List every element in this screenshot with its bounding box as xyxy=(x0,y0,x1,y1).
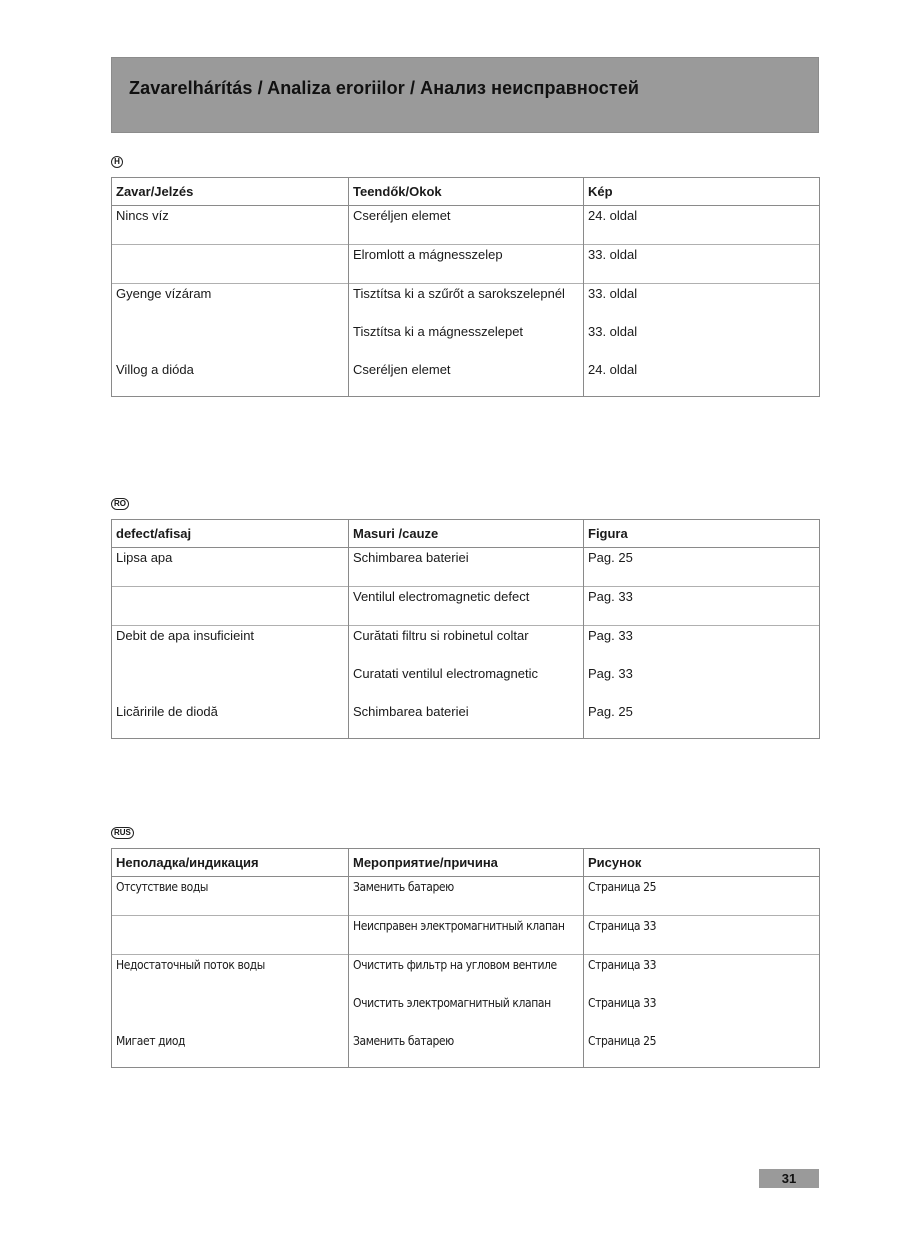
cell-figure: Pag. 25 xyxy=(588,704,633,719)
cell-action: Cseréljen elemet xyxy=(353,208,451,223)
table-header-row xyxy=(112,178,820,206)
cell-action: Ventilul electromagnetic defect xyxy=(353,589,530,604)
header-figure: Figura xyxy=(584,520,820,548)
page-number: 31 xyxy=(759,1169,819,1188)
table-row xyxy=(112,955,820,994)
cell-figure: Страница 25 xyxy=(588,880,657,894)
cell-fault: Debit de apa insuficieint xyxy=(116,628,255,643)
cell-fault xyxy=(116,587,344,589)
cell-fault: Villog a dióda xyxy=(116,362,194,377)
cell-action: Curatati ventilul electromagnetic xyxy=(353,666,538,681)
cell-figure: Pag. 25 xyxy=(588,550,633,565)
cell-action: Tisztítsa ki a mágnesszelepet xyxy=(353,324,524,339)
cell-figure: 33. oldal xyxy=(588,324,638,339)
section-rus xyxy=(111,822,819,1068)
cell-figure: Страница 33 xyxy=(588,919,657,933)
section-ro xyxy=(111,493,819,739)
header-figure: Kép xyxy=(584,178,820,206)
cell-fault: Lipsa apa xyxy=(116,550,173,565)
table-row xyxy=(112,322,820,360)
cell-fault: Licăririle de diodă xyxy=(116,704,218,719)
lang-badge-ro: RO xyxy=(111,498,129,510)
table-row xyxy=(112,626,820,665)
table-row xyxy=(112,916,820,955)
fault-table-hu xyxy=(111,177,820,397)
cell-fault xyxy=(116,664,344,666)
lang-badge-hu: H xyxy=(111,156,123,168)
cell-fault xyxy=(116,322,344,324)
table-row xyxy=(112,284,820,323)
table-row xyxy=(112,587,820,626)
cell-fault: Отсутствие воды xyxy=(116,880,209,894)
header-action: Teendők/Okok xyxy=(349,178,584,206)
header-fault: Неполадка/индикация xyxy=(112,849,349,877)
cell-fault xyxy=(116,993,344,995)
cell-fault: Мигает диод xyxy=(116,1034,186,1048)
header-figure: Рисунок xyxy=(584,849,820,877)
cell-figure: 33. oldal xyxy=(588,247,638,262)
cell-action: Неисправен электромагнитный клапан xyxy=(353,919,565,933)
cell-fault: Nincs víz xyxy=(116,208,169,223)
cell-figure: Страница 33 xyxy=(588,958,657,972)
cell-fault xyxy=(116,245,344,247)
page-title: Zavarelhárítás / Analiza eroriilor / Анализ неисправностей xyxy=(129,78,640,98)
cell-fault xyxy=(116,916,344,918)
cell-action: Schimbarea bateriei xyxy=(353,550,469,565)
cell-action: Elromlott a mágnesszelep xyxy=(353,247,503,262)
table-header-row xyxy=(112,849,820,877)
fault-table-rus xyxy=(111,848,820,1068)
cell-figure: Pag. 33 xyxy=(588,628,633,643)
header-fault: defect/afisaj xyxy=(112,520,349,548)
table-row xyxy=(112,548,820,587)
table-row xyxy=(112,206,820,245)
table-row xyxy=(112,702,820,739)
header-action: Мероприятие/причина xyxy=(349,849,584,877)
lang-badge-rus: RUS xyxy=(111,827,134,839)
cell-action: Curătati filtru si robinetul coltar xyxy=(353,628,529,643)
cell-action: Tisztítsa ki a szűrőt a sarokszelepnél xyxy=(353,286,565,301)
cell-action: Schimbarea bateriei xyxy=(353,704,469,719)
cell-fault: Gyenge vízáram xyxy=(116,286,212,301)
cell-figure: 24. oldal xyxy=(588,208,638,223)
cell-figure: Страница 25 xyxy=(588,1034,657,1048)
cell-figure: Pag. 33 xyxy=(588,589,633,604)
cell-action: Очистить фильтр на угловом вентиле xyxy=(353,958,557,972)
table-row xyxy=(112,993,820,1031)
cell-fault: Недостаточный поток воды xyxy=(116,958,265,972)
cell-figure: Pag. 33 xyxy=(588,666,633,681)
table-row xyxy=(112,360,820,397)
cell-action: Cseréljen elemet xyxy=(353,362,451,377)
cell-action: Очистить электромагнитный клапан xyxy=(353,996,551,1010)
table-row xyxy=(112,245,820,284)
page-header xyxy=(111,57,819,133)
cell-figure: 24. oldal xyxy=(588,362,638,377)
table-row xyxy=(112,877,820,916)
table-header-row xyxy=(112,520,820,548)
fault-table-ro xyxy=(111,519,820,739)
section-hu xyxy=(111,151,819,397)
header-action: Masuri /cauze xyxy=(349,520,584,548)
table-row xyxy=(112,1031,820,1068)
cell-figure: Страница 33 xyxy=(588,996,657,1010)
header-fault: Zavar/Jelzés xyxy=(112,178,349,206)
cell-action: Заменить батарею xyxy=(353,880,454,894)
table-row xyxy=(112,664,820,702)
cell-figure: 33. oldal xyxy=(588,286,638,301)
cell-action: Заменить батарею xyxy=(353,1034,454,1048)
